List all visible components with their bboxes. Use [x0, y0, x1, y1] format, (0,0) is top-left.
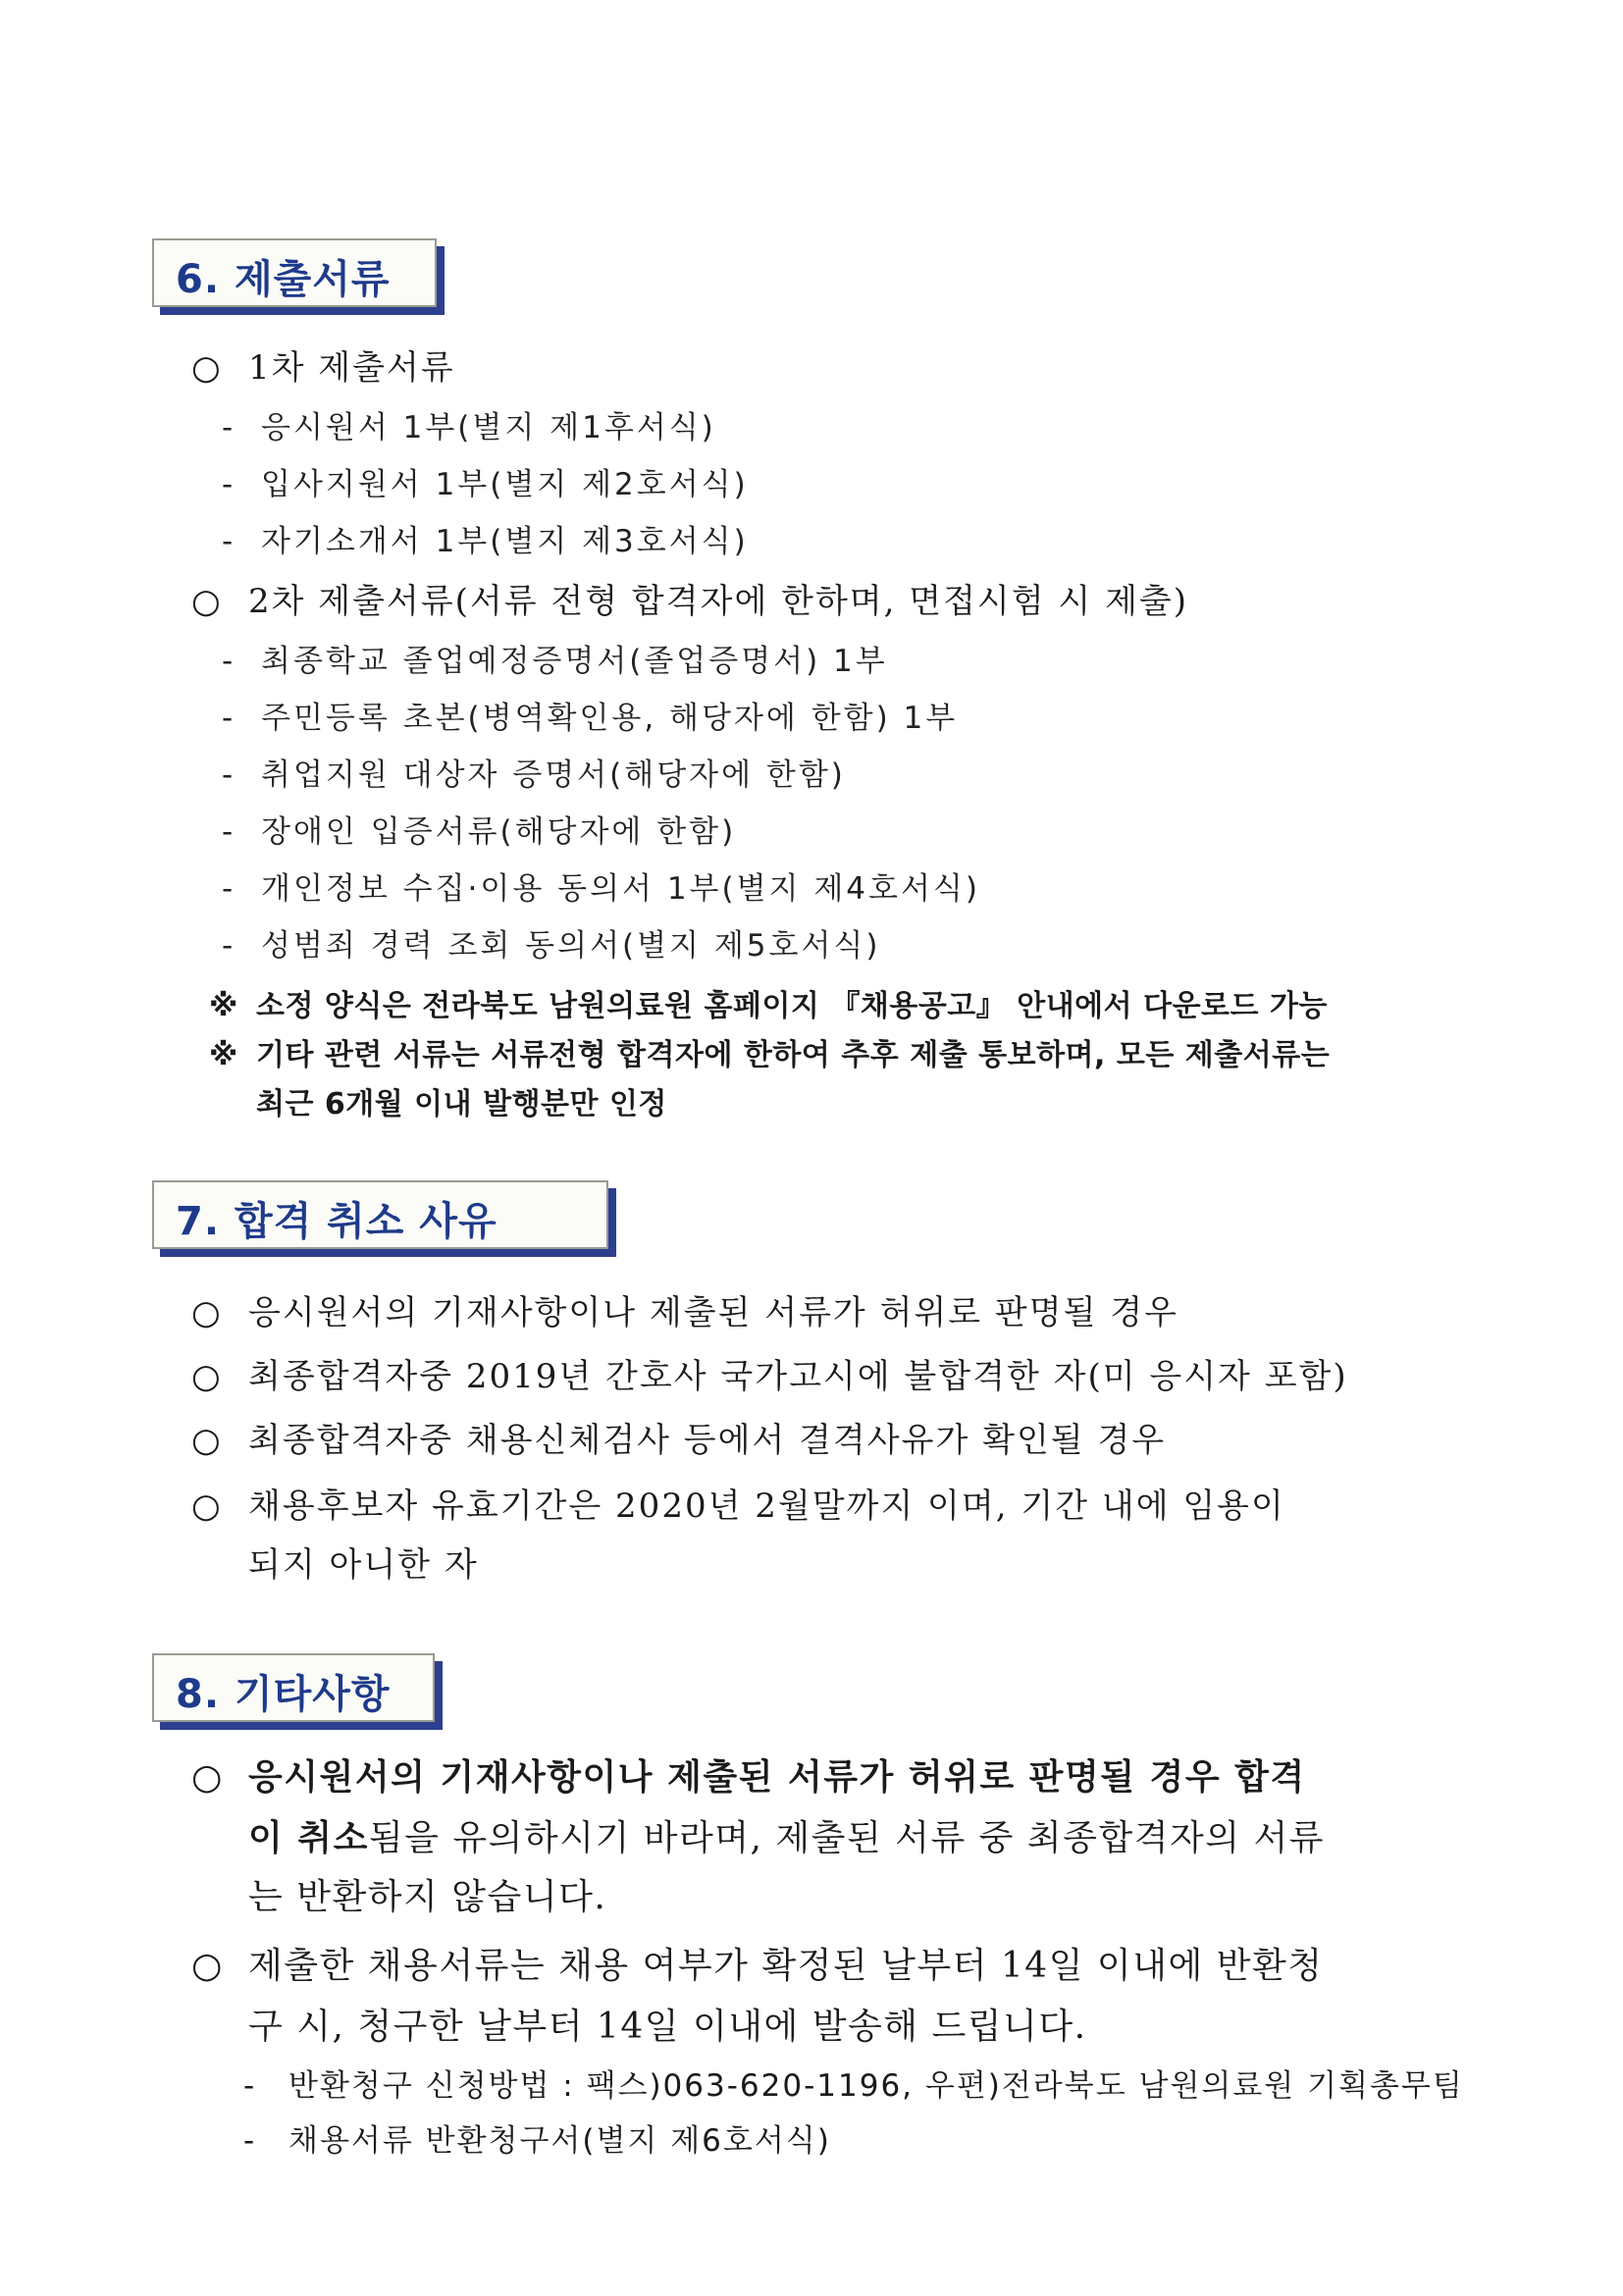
sec6-second-item: - 개인정보 수집·이용 동의서 1부(별지 제4호서식) — [222, 871, 980, 907]
sec8-para-2: ○ 제출한 채용서류는 채용 여부가 확정된 날부터 14일 이내에 반환청 — [191, 1946, 1324, 1986]
sec6-first-item: - 응시원서 1부(별지 제1후서식) — [222, 410, 716, 445]
sec8-para-1-cont: 이 취소됨을 유의하시기 바라며, 제출된 서류 중 최종합격자의 서류 — [248, 1817, 1326, 1858]
sec7-item: ○ 최종합격자중 2019년 간호사 국가고시에 불합격한 자(미 응시자 포함) — [191, 1357, 1348, 1396]
circle-bullet: ○ — [191, 1357, 223, 1396]
sec6-first-item: - 입사지원서 1부(별지 제2호서식) — [222, 467, 749, 502]
section-7-heading — [152, 1180, 608, 1249]
sec6-second-item: - 성범죄 경력 조회 동의서(별지 제5호서식) — [222, 928, 881, 964]
sec6-second-item: - 주민등록 초본(병역확인용, 해당자에 한함) 1부 — [222, 701, 959, 736]
section-8-title: 8. 기타사항 — [176, 1672, 391, 1717]
circle-bullet: ○ — [191, 1757, 224, 1798]
sec8-sub-item: - 반환청구 신청방법 : 팩스)063-620-1196, 우편)전라북도 남원의료원 기획총무팀 — [243, 2068, 1464, 2104]
sec7-item-cont: 되지 아니한 자 — [248, 1545, 479, 1585]
sec6-first-docs: ○ 1차 제출서류 — [191, 348, 455, 388]
circle-bullet: ○ — [191, 1293, 223, 1332]
sec6-second-docs: ○ 2차 제출서류(서류 전형 합격자에 한하며, 면접시험 시 제출) — [191, 582, 1189, 621]
sec6-second-item: - 최종학교 졸업예정증명서(졸업증명서) 1부 — [222, 644, 888, 679]
circle-bullet: ○ — [191, 582, 223, 621]
sec8-sub-item: - 채용서류 반환청구서(별지 제6호서식) — [243, 2123, 831, 2159]
sec6-second-item: - 장애인 입증서류(해당자에 한함) — [222, 814, 737, 850]
circle-bullet: ○ — [191, 1946, 224, 1986]
sec7-item: ○ 최종합격자중 채용신체검사 등에서 결격사유가 확인될 경우 — [191, 1421, 1167, 1460]
sec8-para-2-cont: 구 시, 청구한 날부터 14일 이내에 발송해 드립니다. — [248, 2007, 1087, 2047]
sec8-para-1-cont: 는 반환하지 않습니다. — [248, 1877, 607, 1917]
circle-bullet: ○ — [191, 1487, 223, 1526]
section-6-title: 6. 제출서류 — [176, 257, 391, 302]
section-7-title: 7. 합격 취소 사유 — [176, 1199, 497, 1244]
sec7-item: ○ 채용후보자 유효기간은 2020년 2월말까지 이며, 기간 내에 임용이 — [191, 1487, 1285, 1526]
sec6-second-item: - 취업지원 대상자 증명서(해당자에 한함) — [222, 757, 846, 793]
sec6-first-item: - 자기소개서 1부(별지 제3호서식) — [222, 524, 749, 559]
circle-bullet: ○ — [191, 348, 223, 388]
section-8-heading — [152, 1653, 435, 1722]
sec6-note-1: ※ 소정 양식은 전라북도 남원의료원 홈페이지 『채용공고』 안내에서 다운로드 가능 — [209, 989, 1328, 1023]
sec6-note-2: ※ 기타 관련 서류는 서류전형 합격자에 한하여 추후 제출 통보하며, 모든 제출서류는 — [209, 1038, 1331, 1072]
circle-bullet: ○ — [191, 1421, 223, 1460]
sec7-item: ○ 응시원서의 기재사항이나 제출된 서류가 허위로 판명될 경우 — [191, 1293, 1178, 1332]
sec6-note-2-cont: 최근 6개월 이내 발행분만 인정 — [256, 1087, 667, 1122]
section-6-heading — [152, 238, 437, 307]
sec8-para-1: ○ 응시원서의 기재사항이나 제출된 서류가 허위로 판명될 경우 합격 — [191, 1756, 1306, 1798]
